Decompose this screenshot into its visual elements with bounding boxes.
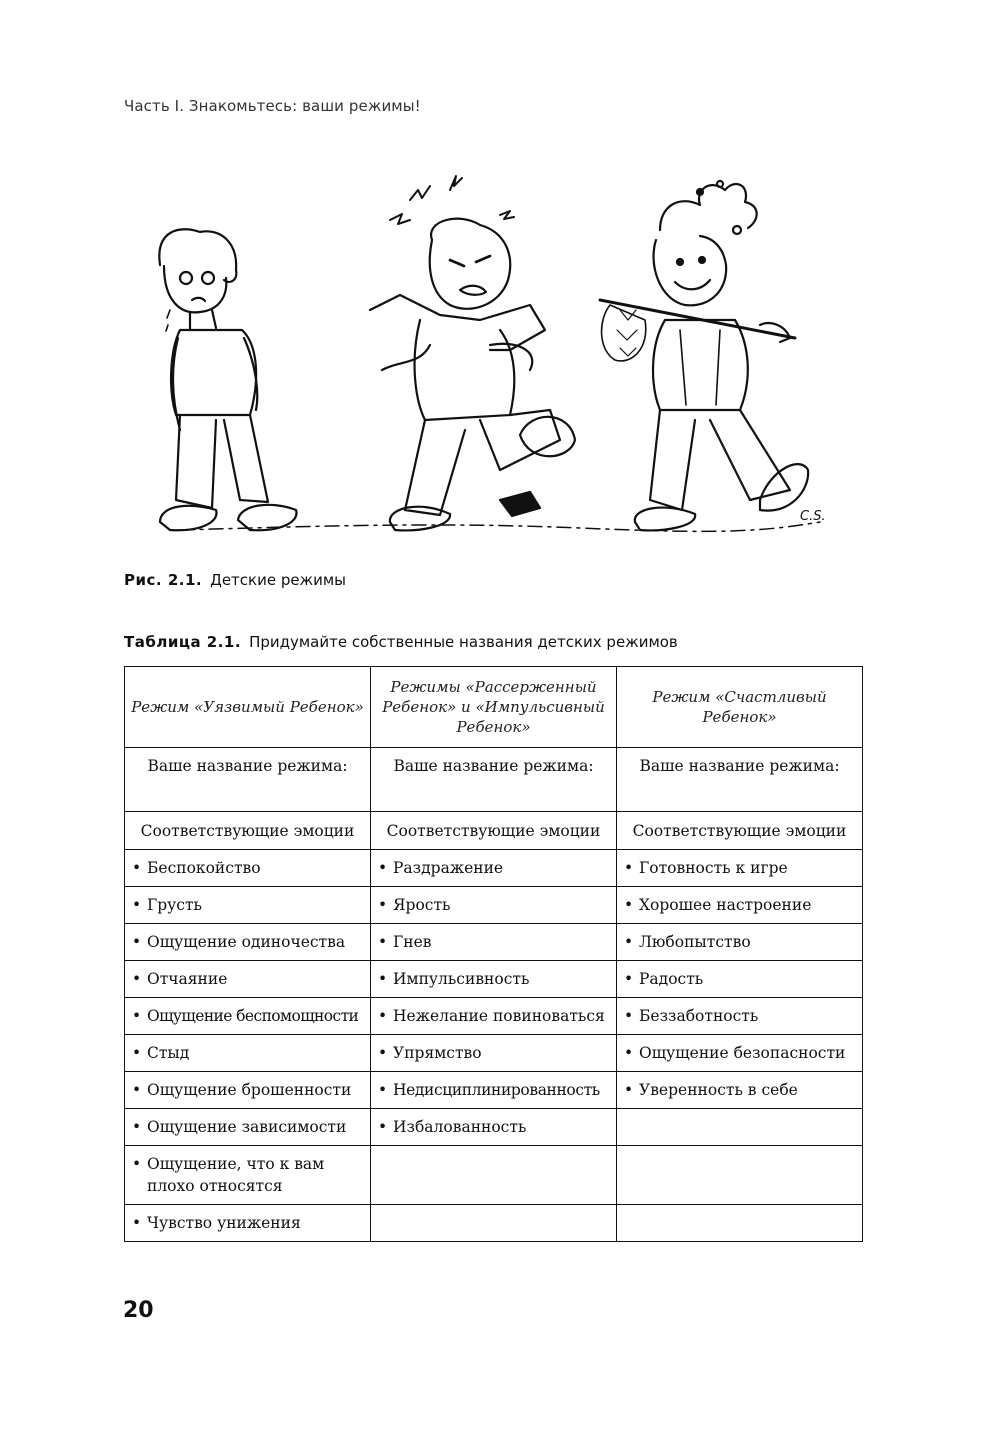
emotion-cell: [371, 887, 617, 924]
emotion-text: Ощущение, что к вам плохо относятся: [147, 1155, 325, 1195]
bullet-icon: •: [624, 859, 634, 877]
bullet-item: [375, 1079, 612, 1101]
emotions-label-cell: Соответствующие эмоции: [125, 812, 371, 850]
emotion-cell: [371, 1035, 617, 1072]
figure-caption: [124, 571, 346, 589]
table-caption-text: Придумайте собственные названия детских режимов: [249, 633, 678, 651]
emotion-cell: [617, 1205, 863, 1242]
table-row: [125, 924, 863, 961]
emotion-cell: [371, 1072, 617, 1109]
emotions-label-cell: Соответствующие эмоции: [371, 812, 617, 850]
emotion-cell: [371, 998, 617, 1035]
emotion-text: Отчаяние: [147, 970, 228, 988]
emotion-text: Недисциплинированность: [393, 1081, 600, 1099]
emotion-text: Раздражение: [393, 859, 504, 877]
emotion-text: Готовность к игре: [639, 859, 788, 877]
bullet-icon: •: [378, 1118, 388, 1136]
bullet-item: [375, 1116, 612, 1138]
emotion-cell: [371, 1146, 617, 1205]
emotion-cell: [125, 1072, 371, 1109]
emotion-text: Ощущение беспомощности: [147, 1007, 359, 1025]
bullet-item: [129, 894, 366, 916]
emotion-cell: [617, 924, 863, 961]
child-modes-illustration: [120, 170, 850, 550]
bullet-item: [621, 1005, 858, 1027]
figure-child-modes: [120, 170, 850, 550]
bullet-icon: •: [378, 896, 388, 914]
bullet-icon: •: [132, 970, 142, 988]
bullet-item: [375, 894, 612, 916]
bullet-icon: •: [132, 859, 142, 877]
table-header-row: [125, 667, 863, 748]
bullet-icon: •: [624, 896, 634, 914]
emotion-text: Ярость: [393, 896, 451, 914]
mode-name-cell: Ваше название режима:: [371, 748, 617, 812]
bullet-icon: •: [132, 896, 142, 914]
bullet-icon: •: [624, 970, 634, 988]
column-header: Режим «Уязвимый Ребенок»: [125, 667, 371, 748]
emotion-cell: [617, 1035, 863, 1072]
bullet-item: [129, 1042, 366, 1064]
emotion-text: Уверенность в себе: [639, 1081, 798, 1099]
column-header: Режимы «Рассерженный Ребенок» и «Импульсивный Ребенок»: [371, 667, 617, 748]
table-label: Таблица 2.1.: [124, 633, 242, 651]
bullet-icon: •: [624, 1081, 634, 1099]
bullet-item: [375, 968, 612, 990]
emotion-text: Беззаботность: [639, 1007, 759, 1025]
artist-signature: C.S.: [800, 509, 826, 524]
bullet-item: [129, 1005, 366, 1027]
angry-child-drawing: [370, 176, 575, 530]
bullet-item: [129, 1079, 366, 1101]
emotion-text: Избалованность: [393, 1118, 527, 1136]
mode-name-cell: Ваше название режима:: [125, 748, 371, 812]
emotion-text: Ощущение зависимости: [147, 1118, 347, 1136]
emotion-cell: [617, 961, 863, 998]
bullet-icon: •: [378, 933, 388, 951]
emotion-text: Грусть: [147, 896, 202, 914]
table-row: [125, 961, 863, 998]
bullet-item: [621, 931, 858, 953]
emotion-text: Хорошее настроение: [639, 896, 812, 914]
emotion-cell: [371, 1205, 617, 1242]
emotion-cell: [617, 1072, 863, 1109]
emotion-text: Ощущение безопасности: [639, 1044, 846, 1062]
emotions-label-cell: Соответствующие эмоции: [617, 812, 863, 850]
emotions-label-row: [125, 812, 863, 850]
emotion-cell: [125, 1109, 371, 1146]
bullet-icon: •: [132, 1155, 142, 1173]
table-row: [125, 1146, 863, 1205]
child-modes-table: [124, 666, 863, 1242]
emotion-cell: [125, 1205, 371, 1242]
table-row: [125, 998, 863, 1035]
bullet-icon: •: [132, 1007, 142, 1025]
emotion-text: Нежелание повиноваться: [393, 1007, 605, 1025]
running-head: Часть I. Знакомьтесь: ваши режимы!: [124, 97, 421, 115]
emotion-cell: [617, 1109, 863, 1146]
column-header: Режим «Счастливый Ребенок»: [617, 667, 863, 748]
bullet-item: [375, 931, 612, 953]
bullet-icon: •: [378, 859, 388, 877]
mode-name-cell: Ваше название режима:: [617, 748, 863, 812]
vulnerable-child-drawing: [159, 229, 296, 530]
emotion-text: Гнев: [393, 933, 432, 951]
emotion-text: Ощущение одиночества: [147, 933, 346, 951]
bullet-icon: •: [624, 933, 634, 951]
bullet-icon: •: [624, 1007, 634, 1025]
page-number: 20: [123, 1298, 154, 1323]
bullet-icon: •: [378, 1044, 388, 1062]
emotion-text: Беспокойство: [147, 859, 261, 877]
emotion-cell: [125, 887, 371, 924]
bullet-icon: •: [624, 1044, 634, 1062]
bullet-icon: •: [132, 933, 142, 951]
emotion-text: Стыд: [147, 1044, 190, 1062]
table-row: [125, 887, 863, 924]
figure-caption-text: Детские режимы: [210, 571, 347, 589]
bullet-item: [621, 1042, 858, 1064]
table-row: [125, 1109, 863, 1146]
bullet-item: [621, 894, 858, 916]
bullet-item: [375, 1042, 612, 1064]
emotion-cell: [125, 1035, 371, 1072]
emotion-text: Любопытство: [639, 933, 751, 951]
bullet-item: [129, 931, 366, 953]
emotion-cell: [371, 924, 617, 961]
emotion-text: Ощущение брошенности: [147, 1081, 352, 1099]
table-row: [125, 1072, 863, 1109]
bullet-icon: •: [132, 1044, 142, 1062]
emotion-text: Импульсивность: [393, 970, 530, 988]
table-row: [125, 1035, 863, 1072]
bullet-item: [621, 857, 858, 879]
emotion-text: Упрямство: [393, 1044, 482, 1062]
bullet-item: [129, 1212, 366, 1234]
emotion-cell: [617, 1146, 863, 1205]
emotion-text: Радость: [639, 970, 704, 988]
table-row: [125, 850, 863, 887]
bullet-item: [129, 1116, 366, 1138]
mode-name-row: [125, 748, 863, 812]
table-caption: [124, 633, 678, 651]
bullet-item: [621, 968, 858, 990]
emotion-cell: [125, 924, 371, 961]
bullet-icon: •: [132, 1214, 142, 1232]
bullet-icon: •: [378, 970, 388, 988]
emotion-cell: [125, 1146, 371, 1205]
bullet-icon: •: [132, 1118, 142, 1136]
bullet-icon: •: [132, 1081, 142, 1099]
emotion-cell: [371, 961, 617, 998]
bullet-item: [375, 857, 612, 879]
emotion-cell: [125, 850, 371, 887]
table-row: [125, 1205, 863, 1242]
bullet-icon: •: [378, 1007, 388, 1025]
emotion-text: Чувство унижения: [147, 1214, 301, 1232]
emotion-cell: [617, 998, 863, 1035]
emotion-cell: [371, 1109, 617, 1146]
bullet-icon: •: [378, 1081, 388, 1099]
figure-label: Рис. 2.1.: [124, 571, 203, 589]
emotion-cell: [125, 961, 371, 998]
bullet-item: [129, 968, 366, 990]
bullet-item: [129, 857, 366, 879]
emotion-cell: [125, 998, 371, 1035]
emotion-cell: [617, 850, 863, 887]
emotion-cell: [371, 850, 617, 887]
bullet-item: [129, 1153, 366, 1197]
bullet-item: [375, 1005, 612, 1027]
bullet-item: [621, 1079, 858, 1101]
happy-child-drawing: [600, 181, 808, 530]
emotion-cell: [617, 887, 863, 924]
